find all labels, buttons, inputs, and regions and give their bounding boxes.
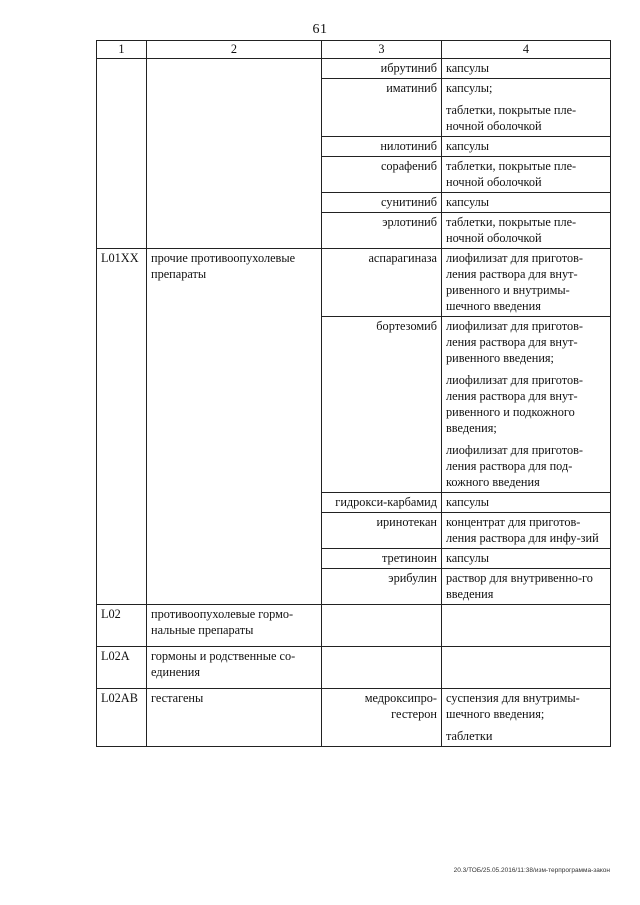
group-cell: прочие противоопухолевые препараты	[147, 249, 322, 605]
table-row	[97, 689, 611, 747]
code-cell: L01XX	[97, 249, 147, 605]
dosage-form	[442, 569, 611, 605]
group-cell: гормоны и родственные со-единения	[147, 647, 322, 689]
form-line: капсулы	[446, 551, 489, 565]
drug-name: сорафениб	[322, 157, 442, 193]
form-line: капсулы	[446, 139, 489, 153]
drug-name: медроксипро-гестерон	[322, 689, 442, 747]
dosage-form	[442, 213, 611, 249]
drug-name	[322, 605, 442, 647]
code-cell: L02	[97, 605, 147, 647]
form-line: раствор для внутривенно-го введения	[446, 571, 593, 601]
dosage-form	[442, 605, 611, 647]
header-row	[97, 41, 611, 59]
form-line: таблетки, покрытые пле-ночной оболочкой	[446, 103, 577, 133]
header-cell: 1	[97, 41, 147, 59]
drug-table	[96, 40, 611, 747]
drug-name: ибрутиниб	[322, 59, 442, 79]
form-line: таблетки, покрытые пле-ночной оболочкой	[446, 159, 577, 189]
code-cell: L02AB	[97, 689, 147, 747]
header-cell: 4	[442, 41, 611, 59]
table-row	[97, 647, 611, 689]
form-line: капсулы;	[446, 81, 493, 95]
dosage-form	[442, 493, 611, 513]
form-line: суспензия для внутримы-шечного введения;	[446, 691, 580, 721]
document-footer: 20.3/ТОБ/25.05.2016/11:38/изм-терпрограмма-закон	[453, 867, 610, 874]
header-cell: 3	[322, 41, 442, 59]
drug-name: бортезомиб	[322, 317, 442, 493]
code-cell	[97, 59, 147, 249]
dosage-form	[442, 193, 611, 213]
code-cell: L02A	[97, 647, 147, 689]
form-line: лиофилизат для приготов-ления раствора для внут-ривенного введения;	[446, 319, 583, 365]
form-line: лиофилизат для приготов-ления раствора для внут-ривенного и внутримы-шечного введения	[446, 251, 583, 313]
dosage-form	[442, 79, 611, 137]
drug-name: иматиниб	[322, 79, 442, 137]
drug-name	[322, 647, 442, 689]
dosage-form	[442, 549, 611, 569]
form-line: таблетки, покрытые пле-ночной оболочкой	[446, 215, 577, 245]
drug-name: аспарагиназа	[322, 249, 442, 317]
drug-name: сунитиниб	[322, 193, 442, 213]
dosage-form	[442, 249, 611, 317]
drug-name: нилотиниб	[322, 137, 442, 157]
dosage-form	[442, 317, 611, 493]
drug-name: третиноин	[322, 549, 442, 569]
drug-name: иринотекан	[322, 513, 442, 549]
form-line: концентрат для приготов-ления раствора для инфу-зий	[446, 515, 599, 545]
header-cell: 2	[147, 41, 322, 59]
table-row	[97, 605, 611, 647]
table-row	[97, 59, 611, 79]
dosage-form	[442, 59, 611, 79]
form-line: капсулы	[446, 195, 489, 209]
form-line: лиофилизат для приготов-ления раствора для внут-ривенного и подкожного введения;	[446, 373, 583, 435]
dosage-form	[442, 513, 611, 549]
drug-name: гидрокси-карбамид	[322, 493, 442, 513]
group-cell	[147, 59, 322, 249]
drug-name: эрибулин	[322, 569, 442, 605]
group-cell: гестагены	[147, 689, 322, 747]
form-line: лиофилизат для приготов-ления раствора для под-кожного введения	[446, 443, 583, 489]
dosage-form	[442, 157, 611, 193]
form-line: таблетки	[446, 729, 493, 743]
table-row	[97, 249, 611, 317]
drug-name: эрлотиниб	[322, 213, 442, 249]
dosage-form	[442, 647, 611, 689]
group-cell: противоопухолевые гормо-нальные препараты	[147, 605, 322, 647]
form-line: капсулы	[446, 495, 489, 509]
form-line: капсулы	[446, 61, 489, 75]
dosage-form	[442, 689, 611, 747]
page-number: 61	[312, 22, 328, 37]
dosage-form	[442, 137, 611, 157]
